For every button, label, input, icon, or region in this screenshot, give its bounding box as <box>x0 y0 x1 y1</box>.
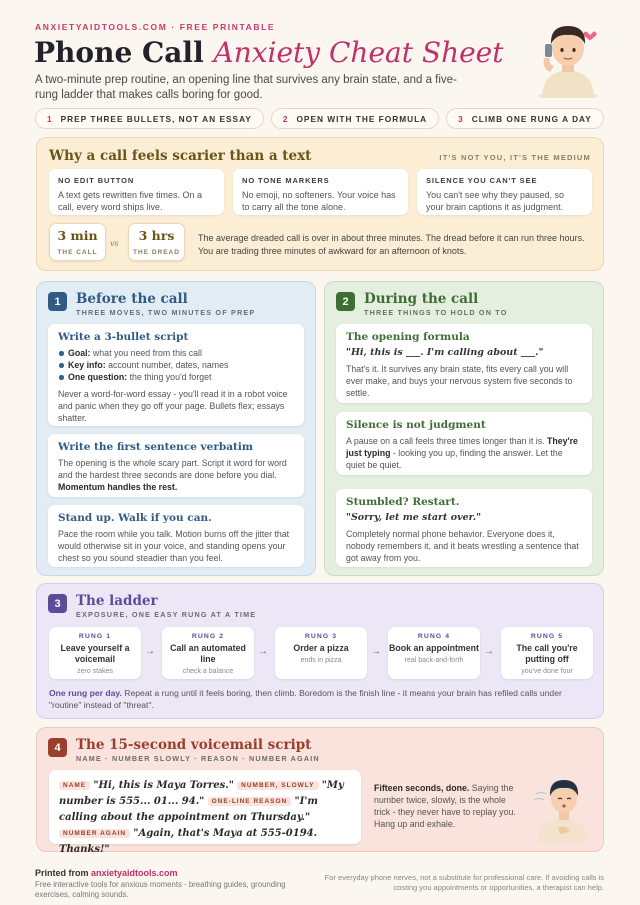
rung-title: Leave yourself a voicemail <box>60 643 130 664</box>
stat-dread-duration <box>128 223 185 261</box>
script-tag: ONE-LINE REASON <box>208 797 292 806</box>
script-tag: NUMBER, SLOWLY <box>237 781 318 790</box>
rung-title: The call you're putting off <box>516 643 578 664</box>
stat-value: 3 hrs <box>138 228 175 243</box>
section-title: Before the call <box>76 291 188 307</box>
pill-label: OPEN WITH THE FORMULA <box>296 113 428 124</box>
tip-card-stand-up <box>48 505 304 567</box>
section-title: The ladder <box>76 593 158 609</box>
arrow-right-icon: → <box>258 646 268 657</box>
opening-formula-quote: "Hi, this is ___. I'm calling about ___." <box>346 347 544 358</box>
stat-label: THE DREAD <box>133 249 180 256</box>
tip-card-title: Write the first sentence verbatim <box>58 441 253 453</box>
section-subtitle: THREE THINGS TO HOLD ON TO <box>364 308 508 317</box>
pill-number: 1 <box>47 113 53 124</box>
rung-label: RUNG 1 <box>78 633 112 640</box>
printed-from: Printed from anxietyaidtools.com <box>35 868 178 878</box>
footer-left <box>35 868 315 900</box>
tip-card-restart <box>336 489 592 567</box>
title-accent: Anxiety Cheat Sheet <box>213 36 504 69</box>
voicemail-script-card <box>49 770 361 855</box>
ladder-section <box>36 583 604 719</box>
pill-number: 2 <box>282 113 289 124</box>
tip-card-title: Stumbled? Restart. <box>346 496 460 508</box>
bullet-one-question: One question: the thing you'd forget <box>58 371 294 383</box>
section-subtitle: THREE MOVES, TWO MINUTES OF PREP <box>76 308 256 317</box>
rung-label: RUNG 2 <box>191 633 225 640</box>
bullet-key-info: Key info: account number, dates, names <box>58 359 294 371</box>
voicemail-section <box>36 727 604 855</box>
rung-label: RUNG 5 <box>530 633 564 640</box>
vs-label: vs <box>110 239 119 248</box>
intro-text: A two-minute prep routine, an opening line that survives any brain state, and a five-rung ladder that makes calls boring for good. <box>35 74 457 101</box>
rung-title: Call an automated line <box>170 643 246 664</box>
tip-card-body: That's it. It survives any brain state, fits every call you will ever make, and buys your nervous system five seconds to settle. <box>346 364 573 398</box>
site-link[interactable]: anxietyaidtools.com <box>91 868 178 878</box>
person-exhaling-illustration <box>532 772 594 842</box>
why-tag: IT'S NOT YOU, IT'S THE MEDIUM <box>439 153 591 162</box>
why-card-silence <box>417 169 592 215</box>
section-subtitle: NAME · NUMBER SLOWLY · REASON · NUMBER AGAIN <box>76 754 320 763</box>
section-subtitle: EXPOSURE, ONE EASY RUNG AT A TIME <box>76 610 257 619</box>
arrow-right-icon: → <box>145 646 155 657</box>
title-main: Phone Call <box>34 36 214 69</box>
bullet-goal: Goal: what you need from this call <box>58 347 294 359</box>
section-number-badge: 3 <box>48 594 67 613</box>
script-line: "Again, that's Maya at 555-0194. Thanks!" <box>59 828 318 855</box>
tip-card-title: Stand up. Walk if you can. <box>58 512 212 524</box>
voicemail-note: Fifteen seconds, done. Saying the number twice, slowly, is the whole trick - they never have to replay you. Hang up and exhale. <box>374 783 516 829</box>
tip-card-bullet-script <box>48 324 304 426</box>
pill-step-2 <box>271 108 439 129</box>
tip-card-silence <box>336 412 592 475</box>
section-title: During the call <box>364 291 479 307</box>
rung-sub: ends in pizza <box>300 657 342 664</box>
footer-tagline: Free interactive tools for anxious moments - breathing guides, grounding exercises, calming sounds. <box>35 880 286 899</box>
pill-step-1 <box>35 108 264 129</box>
script-line: "I'm calling about the appointment on Thursday." <box>59 796 318 823</box>
pill-label: CLIMB ONE RUNG A DAY <box>471 113 592 124</box>
page-title <box>34 36 504 69</box>
why-section <box>36 137 604 271</box>
why-card-body: A text gets rewritten five times. On a call, every word ships live. <box>58 190 203 212</box>
rung-label: RUNG 4 <box>417 633 451 640</box>
rung-5 <box>501 627 593 679</box>
script-line: "My number is 555... 01... 94." <box>59 780 344 807</box>
tip-card-first-sentence <box>48 434 304 497</box>
rung-4 <box>388 627 480 679</box>
section-number-badge: 4 <box>48 738 67 757</box>
ladder-note: One rung per day. Repeat a rung until it feels boring, then climb. Boredom is the finish line - it means your brain has refiled calls under "routine" instead of "threat". <box>49 688 562 710</box>
tip-card-body: Never a word-for-word essay - you'll read it in a robot voice and panic when they go off your page. Bullets flex; essays shatter. <box>58 389 288 423</box>
why-card-body: You can't see why they paused, so your brain captions it as judgment. <box>426 190 564 212</box>
stat-label: THE CALL <box>57 249 98 256</box>
pill-label: PREP THREE BULLETS, NOT AN ESSAY <box>60 113 252 124</box>
before-call-section <box>36 281 316 576</box>
rung-sub: you've done four <box>521 668 573 675</box>
rung-sub: check a balance <box>182 668 234 675</box>
tip-card-opening-formula <box>336 324 592 403</box>
why-card-heading: NO TONE MARKERS <box>242 176 330 185</box>
tip-card-title: Write a 3-bullet script <box>58 331 189 343</box>
rung-2 <box>162 627 254 679</box>
rung-title: Book an appointment <box>389 643 479 653</box>
restart-quote: "Sorry, let me start over." <box>346 512 482 523</box>
tip-card-title: Silence is not judgment <box>346 419 486 431</box>
why-title: Why a call feels scarier than a text <box>49 148 312 164</box>
rung-title: Order a pizza <box>293 643 349 653</box>
tip-card-body: A pause on a call feels three times longer than it is. They're just typing - looking you up, finding the answer. Let the quiet be quiet. <box>346 436 578 470</box>
tip-card-title: The opening formula <box>346 331 470 343</box>
person-on-phone-illustration <box>528 14 608 98</box>
why-card-no-edit <box>49 169 224 215</box>
pill-number: 3 <box>458 113 464 124</box>
tip-card-body: The opening is the whole scary part. Script it word for word and the hardest three seconds are done before you dial. Momentum handles the rest. <box>58 458 287 492</box>
why-card-heading: SILENCE YOU CAN'T SEE <box>426 176 538 185</box>
pill-step-3 <box>446 108 604 129</box>
rung-sub: real back-and-forth <box>404 657 464 664</box>
rung-3 <box>275 627 367 679</box>
stat-value: 3 min <box>57 228 98 243</box>
tip-card-body: Pace the room while you talk. Motion burns off the jitter that would otherwise sit in your voice, and standing opens your chest so you sound steadier than you feel. <box>58 529 290 563</box>
brand-line: ANXIETYAIDTOOLS.COM · FREE PRINTABLE <box>35 22 276 32</box>
section-title: The 15-second voicemail script <box>76 737 312 753</box>
arrow-right-icon: → <box>484 646 494 657</box>
rung-label: RUNG 3 <box>304 633 338 640</box>
step-pills <box>35 108 604 129</box>
script-tag: NUMBER AGAIN <box>59 829 130 838</box>
bullet-list <box>58 347 294 383</box>
why-card-no-tone <box>233 169 408 215</box>
rung-1 <box>49 627 141 679</box>
section-number-badge: 2 <box>336 292 355 311</box>
stat-call-duration <box>49 223 106 261</box>
why-card-body: No emoji, no softeners. Your voice has to carry all the tone alone. <box>242 190 396 212</box>
tip-card-body: Completely normal phone behavior. Everyone does it, nobody remembers it, and it beats wrestling a sentence that got away from you. <box>346 529 579 563</box>
why-card-heading: NO EDIT BUTTON <box>58 176 135 185</box>
arrow-right-icon: → <box>371 646 381 657</box>
footer-disclaimer: For everyday phone nerves, not a substitute for professional care. If avoiding calls is costing you appointments or opportunities, a therapist can help. <box>324 873 604 892</box>
section-number-badge: 1 <box>48 292 67 311</box>
during-call-section <box>324 281 604 576</box>
script-tag: NAME <box>59 781 90 790</box>
rung-sub: zero stakes <box>77 668 113 675</box>
script-line: "Hi, this is Maya Torres." <box>93 780 234 791</box>
why-note: The average dreaded call is over in about three minutes. The dread before it can run three hours. You are trading three minutes of awkward for an afternoon of knots. <box>198 233 585 256</box>
